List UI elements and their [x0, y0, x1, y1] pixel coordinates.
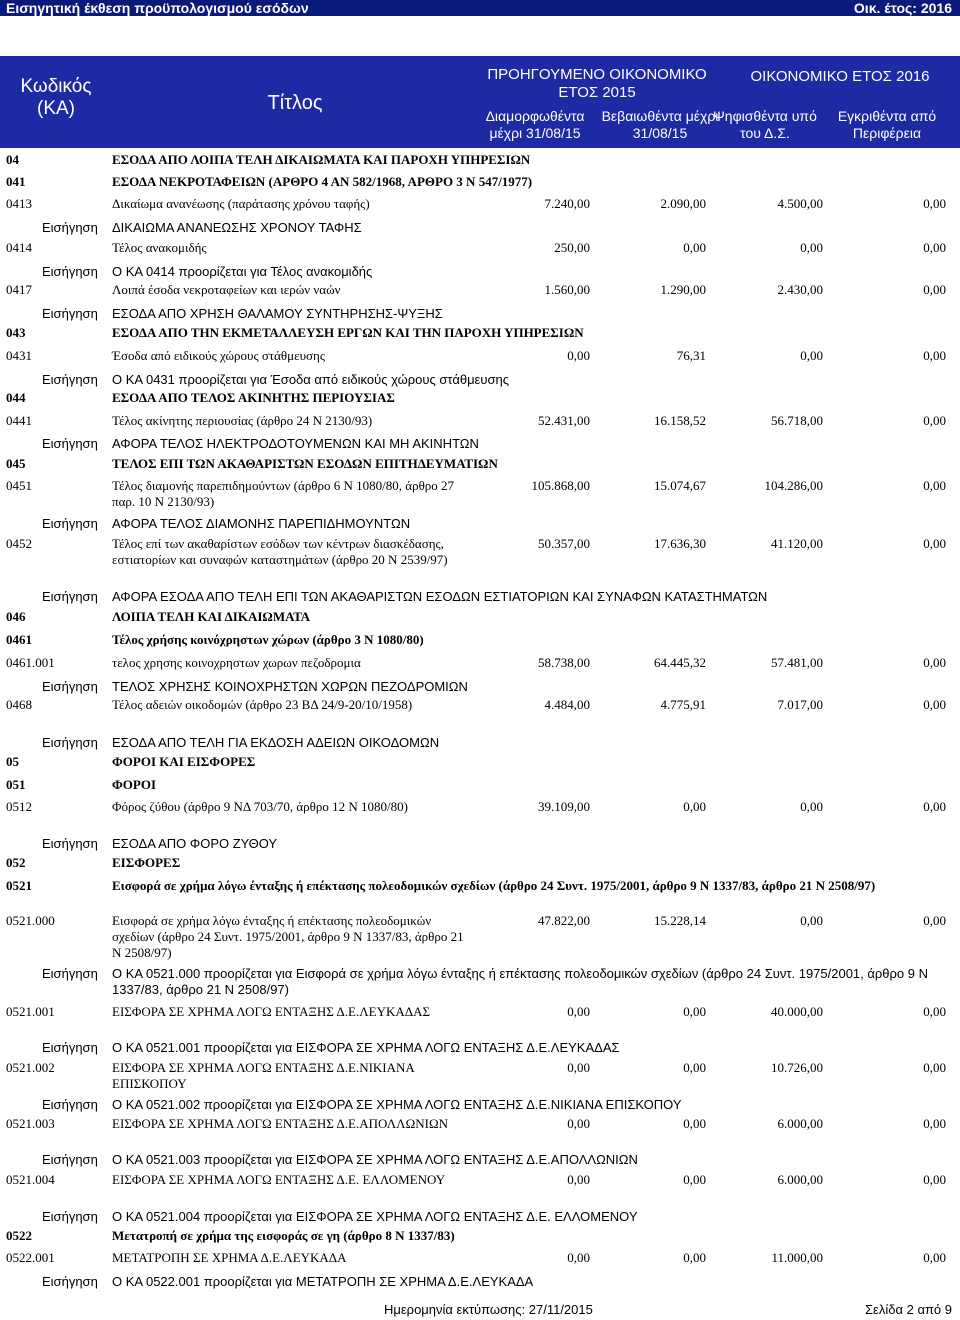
amount-col-4: 0,00: [923, 196, 946, 211]
row-code: 0431: [6, 348, 32, 363]
recommendation-label: Εισήγηση: [42, 1274, 98, 1289]
recommendation-label: Εισήγηση: [42, 516, 98, 531]
recommendation-text: ΕΣΟΔΑ ΑΠΟ ΧΡΗΣΗ ΘΑΛΑΜΟΥ ΣΥΝΤΗΡΗΣΗΣ-ΨΥΞΗΣ: [112, 306, 443, 321]
row-title: ΕΙΣΦΟΡΑ ΣΕ ΧΡΗΜΑ ΛΟΓΩ ΕΝΤΑΞΗΣ Δ.Ε. ΕΛΛΟΜΕΝΟΥ: [112, 1172, 446, 1187]
amount-col-3: 0,00: [800, 913, 823, 928]
header-col-4: Εγκριθέντα από Περιφέρεια: [837, 108, 937, 141]
row-code: 0461: [6, 632, 32, 647]
page-number: Σελίδα 2 από 9: [865, 1302, 952, 1317]
amount-col-2: 0,00: [683, 1004, 706, 1019]
row-title: ΤΕΛΟΣ ΕΠΙ ΤΩΝ ΑΚΑΘΑΡΙΣΤΩΝ ΕΣΟΔΩΝ ΕΠΙΤΗΔΕΥΜΑΤΙΩΝ: [112, 456, 498, 471]
row-title: ΛΟΙΠΑ ΤΕΛΗ ΚΑΙ ΔΙΚΑΙΩΜΑΤΑ: [112, 609, 311, 624]
recommendation-text: Ο ΚΑ 0521.001 προορίζεται για ΕΙΣΦΟΡΑ ΣΕ ΧΡΗΜΑ ΛΟΓΩ ΕΝΤΑΞΗΣ Δ.Ε.ΛΕΥΚΑΔΑΣ: [112, 1040, 620, 1055]
row-code: 0441: [6, 413, 32, 428]
amount-col-3: 0,00: [800, 240, 823, 255]
row-title: ΕΙΣΦΟΡΑ ΣΕ ΧΡΗΜΑ ΛΟΓΩ ΕΝΤΑΞΗΣ Δ.Ε.ΝΙΚΙΑΝΑ ΕΠΙΣΚΟΠΟΥ: [112, 1060, 415, 1091]
row-code: 0452: [6, 536, 32, 551]
row-code: 041: [6, 174, 26, 189]
header-cur-year: ΟΙΚΟΝΟΜΙΚΟ ΕΤΟΣ 2016: [750, 68, 930, 85]
row-code: 052: [6, 855, 26, 870]
amount-col-2: 15.228,14: [654, 913, 706, 928]
amount-col-2: 0,00: [683, 1172, 706, 1187]
amount-col-1: 250,00: [554, 240, 590, 255]
amount-col-2: 0,00: [683, 1250, 706, 1265]
recommendation-text: ΑΦΟΡΑ ΤΕΛΟΣ ΔΙΑΜΟΝΗΣ ΠΑΡΕΠΙΔΗΜΟΥΝΤΩΝ: [112, 516, 411, 531]
row-code: 044: [6, 390, 26, 405]
row-code: 051: [6, 777, 26, 792]
amount-col-3: 4.500,00: [777, 196, 823, 211]
row-code: 0521.003: [6, 1116, 55, 1131]
row-title: Δικαίωμα ανανέωσης (παράτασης χρόνου ταφής): [112, 196, 370, 211]
row-code: 0461.001: [6, 655, 55, 670]
amount-col-4: 0,00: [923, 282, 946, 297]
amount-col-1: 0,00: [567, 1060, 590, 1075]
header-title: Τίτλος: [267, 92, 323, 114]
amount-col-1: 0,00: [567, 1250, 590, 1265]
amount-col-4: 0,00: [923, 697, 946, 712]
row-title: Έσοδα από ειδικούς χώρους στάθμευσης: [112, 348, 325, 363]
recommendation-label: Εισήγηση: [42, 735, 98, 750]
amount-col-2: 0,00: [683, 1060, 706, 1075]
amount-col-1: 0,00: [567, 1116, 590, 1131]
row-code: 043: [6, 325, 26, 340]
row-title: Τέλος επί των ακαθαρίστων εσόδων των κέντρων διασκέδασης, εστιατορίων και συναφών καταστημάτων (άρθρο 20 Ν 2539/97): [112, 536, 448, 567]
recommendation-text: ΕΣΟΔΑ ΑΠΟ ΤΕΛΗ ΓΙΑ ΕΚΔΟΣΗ ΑΔΕΙΩΝ ΟΙΚΟΔΟΜΩΝ: [112, 735, 440, 750]
row-code: 045: [6, 456, 26, 471]
amount-col-3: 11.000,00: [771, 1250, 823, 1265]
row-code: 0413: [6, 196, 32, 211]
row-title: ΕΣΟΔΑ ΝΕΚΡΟΤΑΦΕΙΩΝ (ΑΡΘΡΟ 4 ΑΝ 582/1968, ΑΡΘΡΟ 3 Ν 547/1977): [112, 174, 533, 189]
row-code: 0521: [6, 878, 32, 893]
amount-col-3: 0,00: [800, 799, 823, 814]
amount-col-2: 0,00: [683, 240, 706, 255]
amount-col-1: 1.560,00: [544, 282, 590, 297]
amount-col-2: 17.636,30: [654, 536, 706, 551]
amount-col-1: 4.484,00: [544, 697, 590, 712]
amount-col-4: 0,00: [923, 655, 946, 670]
recommendation-text: ΑΦΟΡΑ ΕΣΟΔΑ ΑΠΟ ΤΕΛΗ ΕΠΙ ΤΩΝ ΑΚΑΘΑΡΙΣΤΩΝ ΕΣΟΔΩΝ ΕΣΤΙΑΤΟΡΙΩΝ ΚΑΙ ΣΥΝΑΦΩΝ ΚΑΤΑΣΤΗΜΑΤΩΝ: [112, 589, 768, 604]
amount-col-4: 0,00: [923, 240, 946, 255]
amount-col-3: 6.000,00: [777, 1172, 823, 1187]
amount-col-4: 0,00: [923, 799, 946, 814]
amount-col-2: 4.775,91: [660, 697, 706, 712]
amount-col-3: 7.017,00: [777, 697, 823, 712]
row-title: ΕΙΣΦΟΡΕΣ: [112, 855, 181, 870]
recommendation-label: Εισήγηση: [42, 966, 98, 981]
amount-col-4: 0,00: [923, 536, 946, 551]
row-title: Τέλος διαμονής παρεπιδημούντων (άρθρο 6 Ν 1080/80, άρθρο 27 παρ. 10 Ν 2130/93): [112, 478, 455, 509]
amount-col-1: 50.357,00: [538, 536, 590, 551]
amount-col-1: 58.738,00: [538, 655, 590, 670]
header-col-2: Βεβαιωθέντα μέχρι 31/08/15: [601, 108, 719, 141]
row-code: 0451: [6, 478, 32, 493]
row-code: 05: [6, 754, 19, 769]
recommendation-text: ΕΣΟΔΑ ΑΠΟ ΦΟΡΟ ΖΥΘΟΥ: [112, 836, 278, 851]
recommendation-label: Εισήγηση: [42, 836, 98, 851]
amount-col-3: 41.120,00: [771, 536, 823, 551]
row-code: 04: [6, 152, 19, 167]
print-date: Ημερομηνία εκτύπωσης: 27/11/2015: [384, 1302, 593, 1317]
recommendation-text: Ο ΚΑ 0522.001 προορίζεται για ΜΕΤΑΤΡΟΠΗ ΣΕ ΧΡΗΜΑ Δ.Ε.ΛΕΥΚΑΔΑ: [112, 1274, 534, 1289]
row-code: 046: [6, 609, 26, 624]
recommendation-label: Εισήγηση: [42, 436, 98, 451]
amount-col-1: 39.109,00: [538, 799, 590, 814]
recommendation-text: ΔΙΚΑΙΩΜΑ ΑΝΑΝΕΩΣΗΣ ΧΡΟΝΟΥ ΤΑΦΗΣ: [112, 220, 362, 235]
recommendation-text: ΤΕΛΟΣ ΧΡΗΣΗΣ ΚΟΙΝΟΧΡΗΣΤΩΝ ΧΩΡΩΝ ΠΕΖΟΔΡΟΜΙΩΝ: [112, 679, 468, 694]
recommendation-text: ΑΦΟΡΑ ΤΕΛΟΣ ΗΛΕΚΤΡΟΔΟΤΟΥΜΕΝΩΝ ΚΑΙ ΜΗ ΑΚΙΝΗΤΩΝ: [112, 436, 479, 451]
amount-col-3: 0,00: [800, 348, 823, 363]
row-code: 0521.001: [6, 1004, 55, 1019]
amount-col-4: 0,00: [923, 1250, 946, 1265]
amount-col-4: 0,00: [923, 1116, 946, 1131]
row-code: 0417: [6, 282, 32, 297]
amount-col-3: 40.000,00: [771, 1004, 823, 1019]
row-title: ΕΣΟΔΑ ΑΠΟ ΤΕΛΟΣ ΑΚΙΝΗΤΗΣ ΠΕΡΙΟΥΣΙΑΣ: [112, 390, 395, 405]
row-code: 0521.004: [6, 1172, 55, 1187]
row-title: Τέλος ανακομιδής: [112, 240, 207, 255]
recommendation-label: Εισήγηση: [42, 679, 98, 694]
recommendation-label: Εισήγηση: [42, 589, 98, 604]
amount-col-1: 7.240,00: [544, 196, 590, 211]
recommendation-label: Εισήγηση: [42, 1040, 98, 1055]
row-title: ΕΙΣΦΟΡΑ ΣΕ ΧΡΗΜΑ ΛΟΓΩ ΕΝΤΑΞΗΣ Δ.Ε.ΑΠΟΛΛΩΝΙΩΝ: [112, 1116, 449, 1131]
recommendation-text: Ο ΚΑ 0521.004 προορίζεται για ΕΙΣΦΟΡΑ ΣΕ ΧΡΗΜΑ ΛΟΓΩ ΕΝΤΑΞΗΣ Δ.Ε. ΕΛΛΟΜΕΝΟΥ: [112, 1209, 638, 1224]
row-title: ΕΙΣΦΟΡΑ ΣΕ ΧΡΗΜΑ ΛΟΓΩ ΕΝΤΑΞΗΣ Δ.Ε.ΛΕΥΚΑΔΑΣ: [112, 1004, 431, 1019]
amount-col-4: 0,00: [923, 1004, 946, 1019]
recommendation-text: Ο ΚΑ 0414 προορίζεται για Τέλος ανακομιδής: [112, 264, 373, 279]
recommendation-label: Εισήγηση: [42, 220, 98, 235]
amount-col-4: 0,00: [923, 1060, 946, 1075]
row-title: ΕΣΟΔΑ ΑΠΟ ΤΗΝ ΕΚΜΕΤΑΛΛΕΥΣΗ ΕΡΓΩΝ ΚΑΙ ΤΗΝ ΠΑΡΟΧΗ ΥΠΗΡΕΣΙΩΝ: [112, 325, 584, 340]
row-title: Τέλος ακίνητης περιουσίας (άρθρο 24 Ν 2130/93): [112, 413, 373, 428]
amount-col-2: 64.445,32: [654, 655, 706, 670]
row-code: 0521.000: [6, 913, 55, 928]
amount-col-1: 0,00: [567, 1172, 590, 1187]
row-title: ΜΕΤΑΤΡΟΠΗ ΣΕ ΧΡΗΜΑ Δ.Ε.ΛΕΥΚΑΔΑ: [112, 1250, 347, 1265]
header-col-3: Ψηφισθέντα υπό του Δ.Σ.: [713, 108, 817, 141]
recommendation-label: Εισήγηση: [42, 1209, 98, 1224]
recommendation-text: Ο ΚΑ 0431 προορίζεται για Έσοδα από ειδικούς χώρους στάθμευσης: [112, 372, 509, 387]
table-header: [0, 56, 960, 148]
row-title: Εισφορά σε χρήμα λόγω ένταξης ή επέκτασης πολεοδομικών σχεδίων (άρθρο 24 Συντ. 1975/2001, άρθρο 9 Ν 1337/83, άρθρο 21 Ν 2508/97): [112, 913, 464, 960]
row-title: Φόρος ζύθου (άρθρο 9 ΝΔ 703/70, άρθρο 12 Ν 1080/80): [112, 799, 408, 814]
row-code: 0468: [6, 697, 32, 712]
row-title: Μετατροπή σε χρήμα της εισφοράς σε γη (άρθρο 8 Ν 1337/83): [112, 1228, 455, 1243]
header-prev-year: ΠΡΟΗΓΟΥΜΕΝΟ ΟΙΚΟΝΟΜΙΚΟ ΕΤΟΣ 2015: [487, 66, 707, 101]
amount-col-4: 0,00: [923, 348, 946, 363]
amount-col-1: 0,00: [567, 348, 590, 363]
recommendation-label: Εισήγηση: [42, 1152, 98, 1167]
top-bar: [0, 0, 960, 16]
row-title: ΦΟΡΟΙ: [112, 777, 157, 792]
amount-col-2: 1.290,00: [660, 282, 706, 297]
row-title: Λοιπά έσοδα νεκροταφείων και ιερών ναών: [112, 282, 341, 297]
amount-col-3: 57.481,00: [771, 655, 823, 670]
fiscal-year: Οικ. έτος: 2016: [853, 0, 952, 16]
amount-col-1: 0,00: [567, 1004, 590, 1019]
amount-col-4: 0,00: [923, 913, 946, 928]
row-code: 0521.002: [6, 1060, 55, 1075]
amount-col-2: 76,31: [676, 348, 706, 363]
recommendation-text: Ο ΚΑ 0521.000 προορίζεται για Εισφορά σε χρήμα λόγω ένταξης ή επέκτασης πολεοδομικών σχεδίων (άρθρο 24 Συντ. 1975/2001, άρθρο 9 Ν 1337/83, άρθρο 21 Ν 2508/97): [112, 966, 928, 997]
amount-col-1: 47.822,00: [538, 913, 590, 928]
amount-col-4: 0,00: [923, 1172, 946, 1187]
row-title: ΕΣΟΔΑ ΑΠΟ ΛΟΙΠΑ ΤΕΛΗ ΔΙΚΑΙΩΜΑΤΑ ΚΑΙ ΠΑΡΟΧΗ ΥΠΗΡΕΣΙΩΝ: [112, 152, 531, 167]
amount-col-3: 104.286,00: [764, 478, 823, 493]
recommendation-text: Ο ΚΑ 0521.002 προορίζεται για ΕΙΣΦΟΡΑ ΣΕ ΧΡΗΜΑ ΛΟΓΩ ΕΝΤΑΞΗΣ Δ.Ε.ΝΙΚΙΑΝΑ ΕΠΙΣΚΟΠΟΥ: [112, 1097, 682, 1112]
amount-col-2: 15.074,67: [654, 478, 706, 493]
amount-col-2: 0,00: [683, 799, 706, 814]
row-code: 0414: [6, 240, 32, 255]
amount-col-3: 6.000,00: [777, 1116, 823, 1131]
amount-col-2: 2.090,00: [660, 196, 706, 211]
amount-col-3: 56.718,00: [771, 413, 823, 428]
recommendation-label: Εισήγηση: [42, 306, 98, 321]
amount-col-4: 0,00: [923, 413, 946, 428]
row-code: 0512: [6, 799, 32, 814]
report-title: Εισηγητική έκθεση προϋπολογισμού εσόδων: [6, 0, 309, 16]
recommendation-text: Ο ΚΑ 0521.003 προορίζεται για ΕΙΣΦΟΡΑ ΣΕ ΧΡΗΜΑ ΛΟΓΩ ΕΝΤΑΞΗΣ Δ.Ε.ΑΠΟΛΛΩΝΙΩΝ: [112, 1152, 638, 1167]
recommendation-label: Εισήγηση: [42, 372, 98, 387]
recommendation-label: Εισήγηση: [42, 1097, 98, 1112]
row-title: Τέλος χρήσης κοινόχρηστων χώρων (άρθρο 3 Ν 1080/80): [112, 632, 424, 647]
row-title: Εισφορά σε χρήμα λόγω ένταξης ή επέκτασης πολεοδομικών σχεδίων (άρθρο 24 Συντ. 1975/2001, άρθρο 9 Ν 1337/83, άρθρο 21 Ν 2508/97): [112, 878, 876, 893]
header-code: Κωδικός (ΚΑ): [20, 76, 92, 120]
amount-col-3: 2.430,00: [777, 282, 823, 297]
recommendation-label: Εισήγηση: [42, 264, 98, 279]
amount-col-2: 0,00: [683, 1116, 706, 1131]
row-title: Τέλος αδειών οικοδομών (άρθρο 23 ΒΔ 24/9-20/10/1958): [112, 697, 413, 712]
header-col-1: Διαμορφωθέντα μέχρι 31/08/15: [485, 108, 585, 141]
amount-col-1: 52.431,00: [538, 413, 590, 428]
row-title: τελος χρησης κοινοχρηστων χωρων πεζοδρομια: [112, 655, 361, 670]
amount-col-4: 0,00: [923, 478, 946, 493]
amount-col-1: 105.868,00: [531, 478, 590, 493]
amount-col-2: 16.158,52: [654, 413, 706, 428]
row-code: 0522: [6, 1228, 32, 1243]
row-title: ΦΟΡΟΙ ΚΑΙ ΕΙΣΦΟΡΕΣ: [112, 754, 256, 769]
amount-col-3: 10.726,00: [771, 1060, 823, 1075]
row-code: 0522.001: [6, 1250, 55, 1265]
